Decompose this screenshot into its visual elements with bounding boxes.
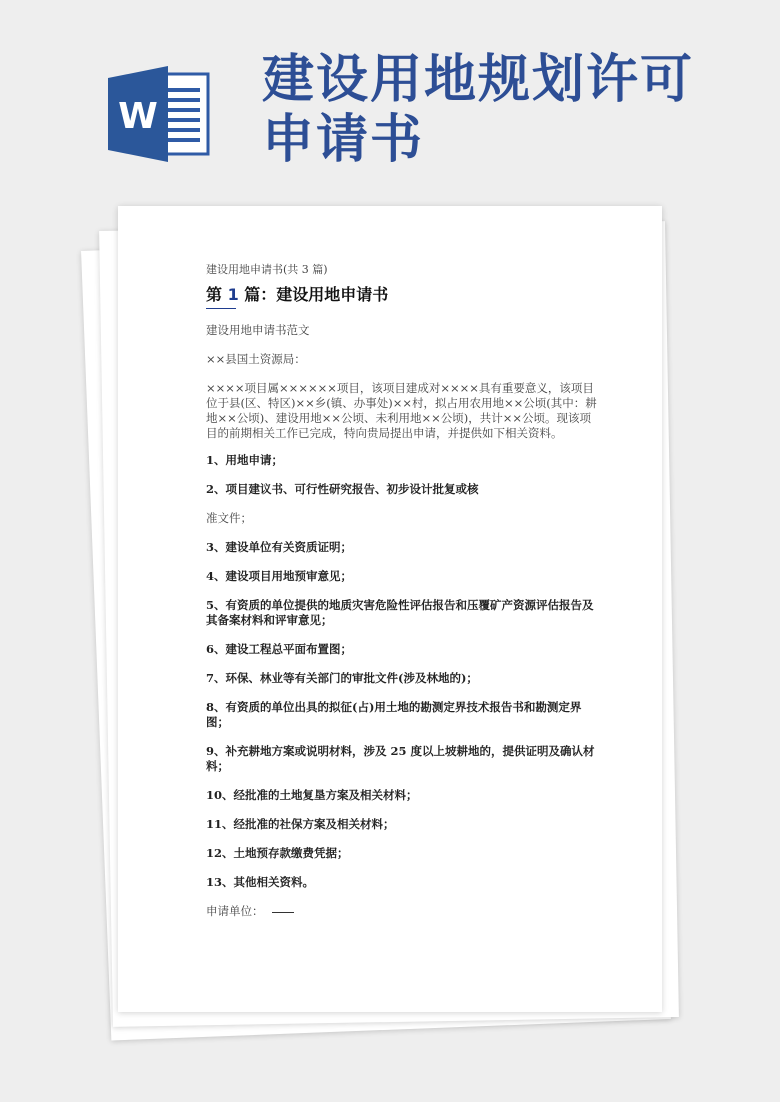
addressee: ××县国土资源局： xyxy=(206,352,306,366)
banner-title xyxy=(262,50,762,170)
list-item-7: 7、环保、林业等有关部门的审批文件(涉及林地的)； xyxy=(206,671,478,685)
svg-text:W: W xyxy=(118,96,158,137)
list-item-6: 6、建设工程总平面布置图； xyxy=(206,642,353,656)
body-paragraph: ××××项目属××××××项目，该项目建成对××××具有重要意义，该项目位于县(区、特区)××乡(镇、办事处)××村，拟占用农用地××公顷(其中：耕地××公顷)、建设用地××公顷、未利用地××公顷)，共计××公顷。现该项目的前期相关工作已完成，特向贵局提出申请，并提供如下相关资料。 xyxy=(206,381,597,440)
document-content xyxy=(206,262,600,919)
list-item-2-continued: 准文件； xyxy=(206,511,252,525)
list-item-3: 3、建设单位有关资质证明； xyxy=(206,540,353,554)
signature-label: 申请单位： xyxy=(206,904,264,918)
section-heading: 第 1 篇：建设用地申请书 xyxy=(206,285,389,304)
list-item-13: 13、其他相关资料。 xyxy=(206,875,315,889)
heading-text: 建设用地申请书 xyxy=(276,285,389,304)
list-item-10: 10、经批准的土地复垦方案及相关材料； xyxy=(206,788,418,802)
list-item-12: 12、土地预存款缴费凭据； xyxy=(206,846,349,860)
list-item-1: 1、用地申请； xyxy=(206,453,284,467)
list-item-2: 2、项目建议书、可行性研究报告、初步设计批复或核 xyxy=(206,482,479,496)
list-item-9: 9、补充耕地方案或说明材料，涉及 25 度以上坡耕地的，提供证明及确认材料； xyxy=(206,744,595,773)
list-item-11: 11、经批准的社保方案及相关材料； xyxy=(206,817,395,831)
heading-underline xyxy=(206,308,236,309)
banner-title-line2: 申请书 xyxy=(262,110,425,170)
list-item-4: 4、建设项目用地预审意见； xyxy=(206,569,353,583)
document-subtitle: 建设用地申请书范文 xyxy=(206,323,310,337)
document-header: 建设用地申请书(共 3 篇) xyxy=(206,263,328,276)
heading-number: 1 xyxy=(227,285,239,304)
list-item-8: 8、有资质的单位出具的拟征(占)用土地的勘测定界技术报告书和勘测定界图； xyxy=(206,700,582,729)
list-item-5: 5、有资质的单位提供的地质灾害危险性评估报告和压覆矿产资源评估报告及其备案材料和评审意见； xyxy=(206,598,594,627)
word-document-icon xyxy=(108,66,210,162)
signature-line xyxy=(206,904,600,919)
banner-title-line1: 建设用地规划许可 xyxy=(262,50,695,110)
signature-blank xyxy=(272,912,294,913)
